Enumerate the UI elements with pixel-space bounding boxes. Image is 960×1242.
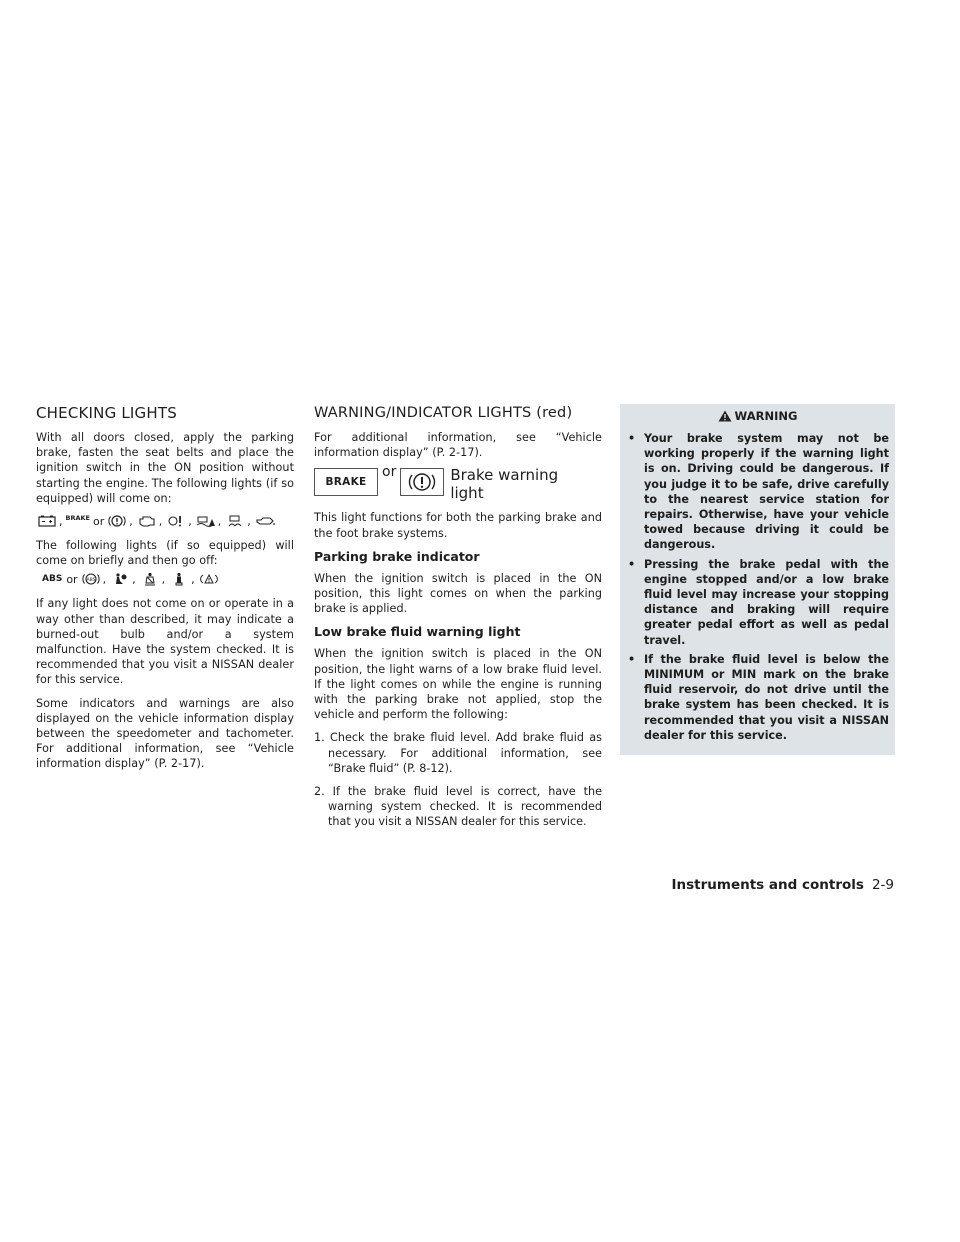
traction-slip-icon [224,514,246,528]
seat-belt-warning-icon [139,572,161,586]
malfunction-indicator-icon [136,514,158,528]
brake-warning-circle-icon [400,468,444,496]
warning-item: • If the brake fluid level is below the MINIMUM or MIN mark on the brake fluid reservoir, do not drive until the brake system has been checked. It is recommended that you visit a NISSAN dealer for this service. [628,652,889,742]
abs-text-icon: ABS [42,574,63,585]
brake-text-icon: BRAKE [65,514,90,523]
list-item: 1. Check the brake fluid level. Add brake fluid as necessary. For additional information, see “Brake fluid” (P. 8-12). [314,731,602,775]
list-item: 2. If the brake fluid level is correct, have the warning system checked. It is recommended that you visit a NISSAN dealer for this service. [314,785,602,829]
heading-low-brake-fluid: Low brake fluid warning light [314,624,521,640]
heading-parking-brake-indicator: Parking brake indicator [314,548,480,564]
low-tire-pressure-icon [165,514,187,528]
brake-warning-circle-icon [106,514,128,528]
paragraph-light-functions: This light functions for both the parking brake and the foot brake systems. [314,511,602,540]
abs-circle-icon [80,572,102,586]
warning-item: • Your brake system may not be working properly if the warning light is on. Driving could be dangerous. If you judge it to be safe, drive carefully to the nearest service station for repairs. Otherwise, have your vehicle towed because driving it could be dangerous. [628,432,889,552]
warning-list [626,431,889,743]
paragraph-additional-info: For additional information, see “Vehicle information display” (P. 2-17). [314,431,602,460]
column-checking-lights [36,404,294,780]
airbag-warning-icon [109,572,131,586]
paragraph-parking-brake: When the ignition switch is placed in the ON position, this light comes on when the parking brake is applied. [314,571,602,616]
heading-warning-indicator-lights: WARNING/INDICATOR LIGHTS (red) [314,405,573,421]
paragraph-low-brake-fluid: When the ignition switch is placed in the ON position, the light warns of a low brake fluid level. If the light comes on while the engine is running with the parking brake not applied, stop the vehicle and perform the following: [314,647,602,722]
warning-item: • Pressing the brake pedal with the engine stopped and/or a low brake fluid level may increase your stopping distance and braking will require greater pedal effort as well as pedal travel. [628,557,889,647]
icon-row-lights-on: , BRAKE or , , , , , [36,514,294,528]
brake-box-icon: BRAKE [314,468,378,496]
vehicle-dynamic-control-off-icon [195,514,217,528]
icon-row-lights-briefly: ABS or ABS , , , , [36,572,294,586]
column-warning-indicator-lights [314,404,602,838]
warning-header [626,409,889,423]
svg-text:ABS: ABS [86,578,96,584]
passenger-airbag-status-icon [168,572,190,586]
brake-warning-light-title: Brake warning light [450,466,559,503]
paragraph-vehicle-info-display: Some indicators and warnings are also displayed on the vehicle information display between the speedometer and tachometer. For additional information, see “Vehicle information display” (P. 2-17). [36,696,294,771]
paragraph-lights-come-on: With all doors closed, apply the parking brake, fasten the seat belts and place the ignition switch in the ON position without starting the engine. The following lights (if so equipped) will come on: [36,431,294,505]
brake-warning-light-heading: BRAKE or Brake warning light [314,468,602,502]
paragraph-light-not-on: If any light does not come on or operate in a way other than described, it may indicate a burned-out bulb and/or a system malfunction. Have the system checked. It is recommended that you visit a NISSAN dealer for this service. [36,597,294,687]
warning-box [620,404,895,755]
steps-list [314,730,602,829]
warning-title: WARNING [734,409,798,423]
master-warning-icon [198,572,220,586]
section-title: Instruments and controls [671,877,864,893]
column-warning-box [620,404,895,755]
page-footer [672,877,895,893]
oil-pressure-warning-icon [254,514,276,528]
battery-charge-warning-icon [36,514,58,528]
warning-triangle-icon [718,410,732,422]
paragraph-lights-briefly: The following lights (if so equipped) will come on briefly and then go off: [36,539,294,568]
page-number: 2-9 [871,877,894,893]
heading-checking-lights: CHECKING LIGHTS [36,404,177,422]
